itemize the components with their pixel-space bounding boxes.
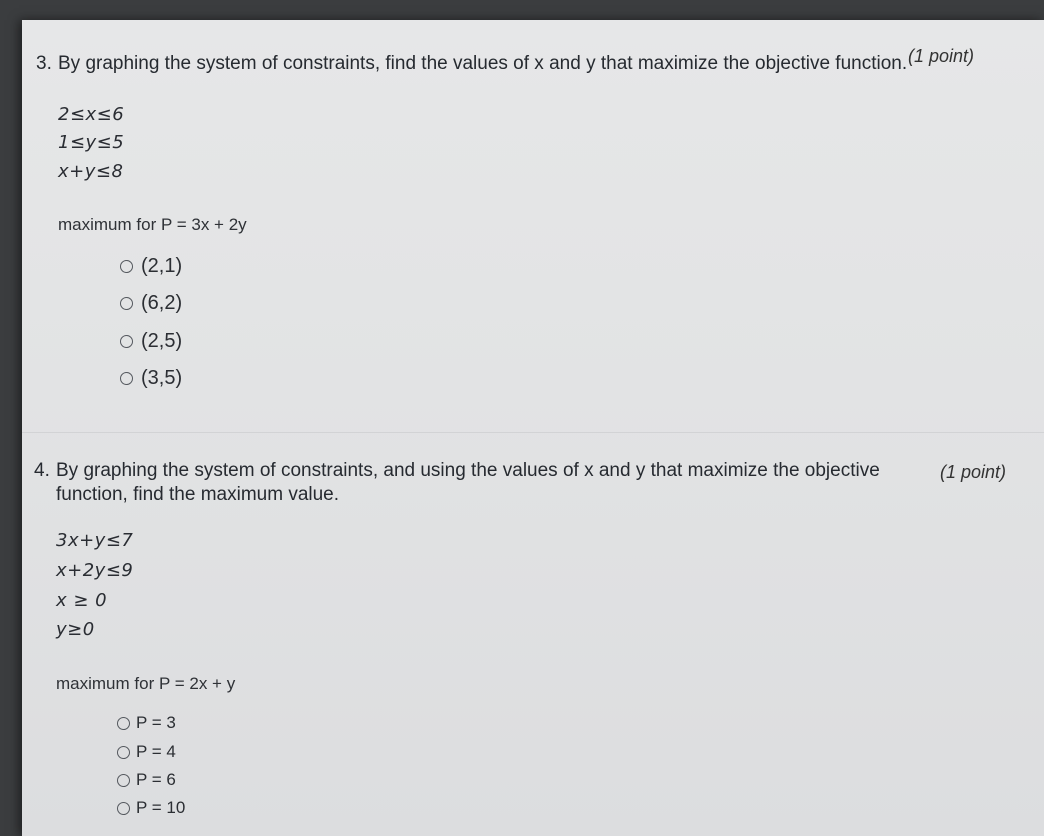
q4-points: (1 point) [940,462,1007,482]
q3-prompt: maximum for P = 3x + 2y [58,215,247,234]
q3-option-3-label: (2,5) [141,330,183,352]
q4-option-3-label: P = 6 [136,770,176,789]
radio-button[interactable] [117,802,130,815]
q4-option-1[interactable] [117,713,176,733]
q4-option-4[interactable] [117,798,185,818]
radio-button[interactable] [117,774,130,787]
q3-points: (1 point) [908,46,975,66]
q3-option-4[interactable] [120,367,182,390]
q3-option-4-label: (3,5) [141,367,183,389]
q3-constraint-2: 1≤y≤5 [58,132,125,153]
q4-option-2-label: P = 4 [136,742,176,761]
q4-constraint-2: x+2y≤9 [56,560,134,581]
q3-option-2-label: (6,2) [141,292,183,314]
q4-question-text-line2: function, find the maximum value. [56,484,340,505]
radio-button[interactable] [120,260,133,273]
q3-number: 3. [36,53,52,74]
q3-constraint-1: 2≤x≤6 [58,104,125,125]
q4-constraint-4: y≥0 [56,619,95,640]
q4-constraint-3: x ≥ 0 [56,590,108,611]
q3-option-1[interactable] [120,255,182,278]
radio-button[interactable] [120,335,133,348]
q4-option-2[interactable] [117,742,176,762]
q4-prompt: maximum for P = 2x + y [56,674,236,693]
radio-button[interactable] [117,717,130,730]
q3-constraint-3: x+y≤8 [58,161,124,182]
radio-button[interactable] [117,746,130,759]
q4-number: 4. [34,460,50,481]
question-divider [22,432,1044,433]
q4-question-text-line1: By graphing the system of constraints, and using the values of x and y that maximize the objective [56,460,880,481]
q3-option-1-label: (2,1) [141,255,183,277]
q3-option-3[interactable] [120,330,182,353]
q4-option-4-label: P = 10 [136,798,186,817]
radio-button[interactable] [120,297,133,310]
q3-question-text: By graphing the system of constraints, find the values of x and y that maximize the objective function. [58,53,908,74]
q4-option-3[interactable] [117,770,176,790]
radio-button[interactable] [120,372,133,385]
q4-constraint-1: 3x+y≤7 [56,530,134,551]
q3-option-2[interactable] [120,292,182,315]
q4-option-1-label: P = 3 [136,713,176,732]
